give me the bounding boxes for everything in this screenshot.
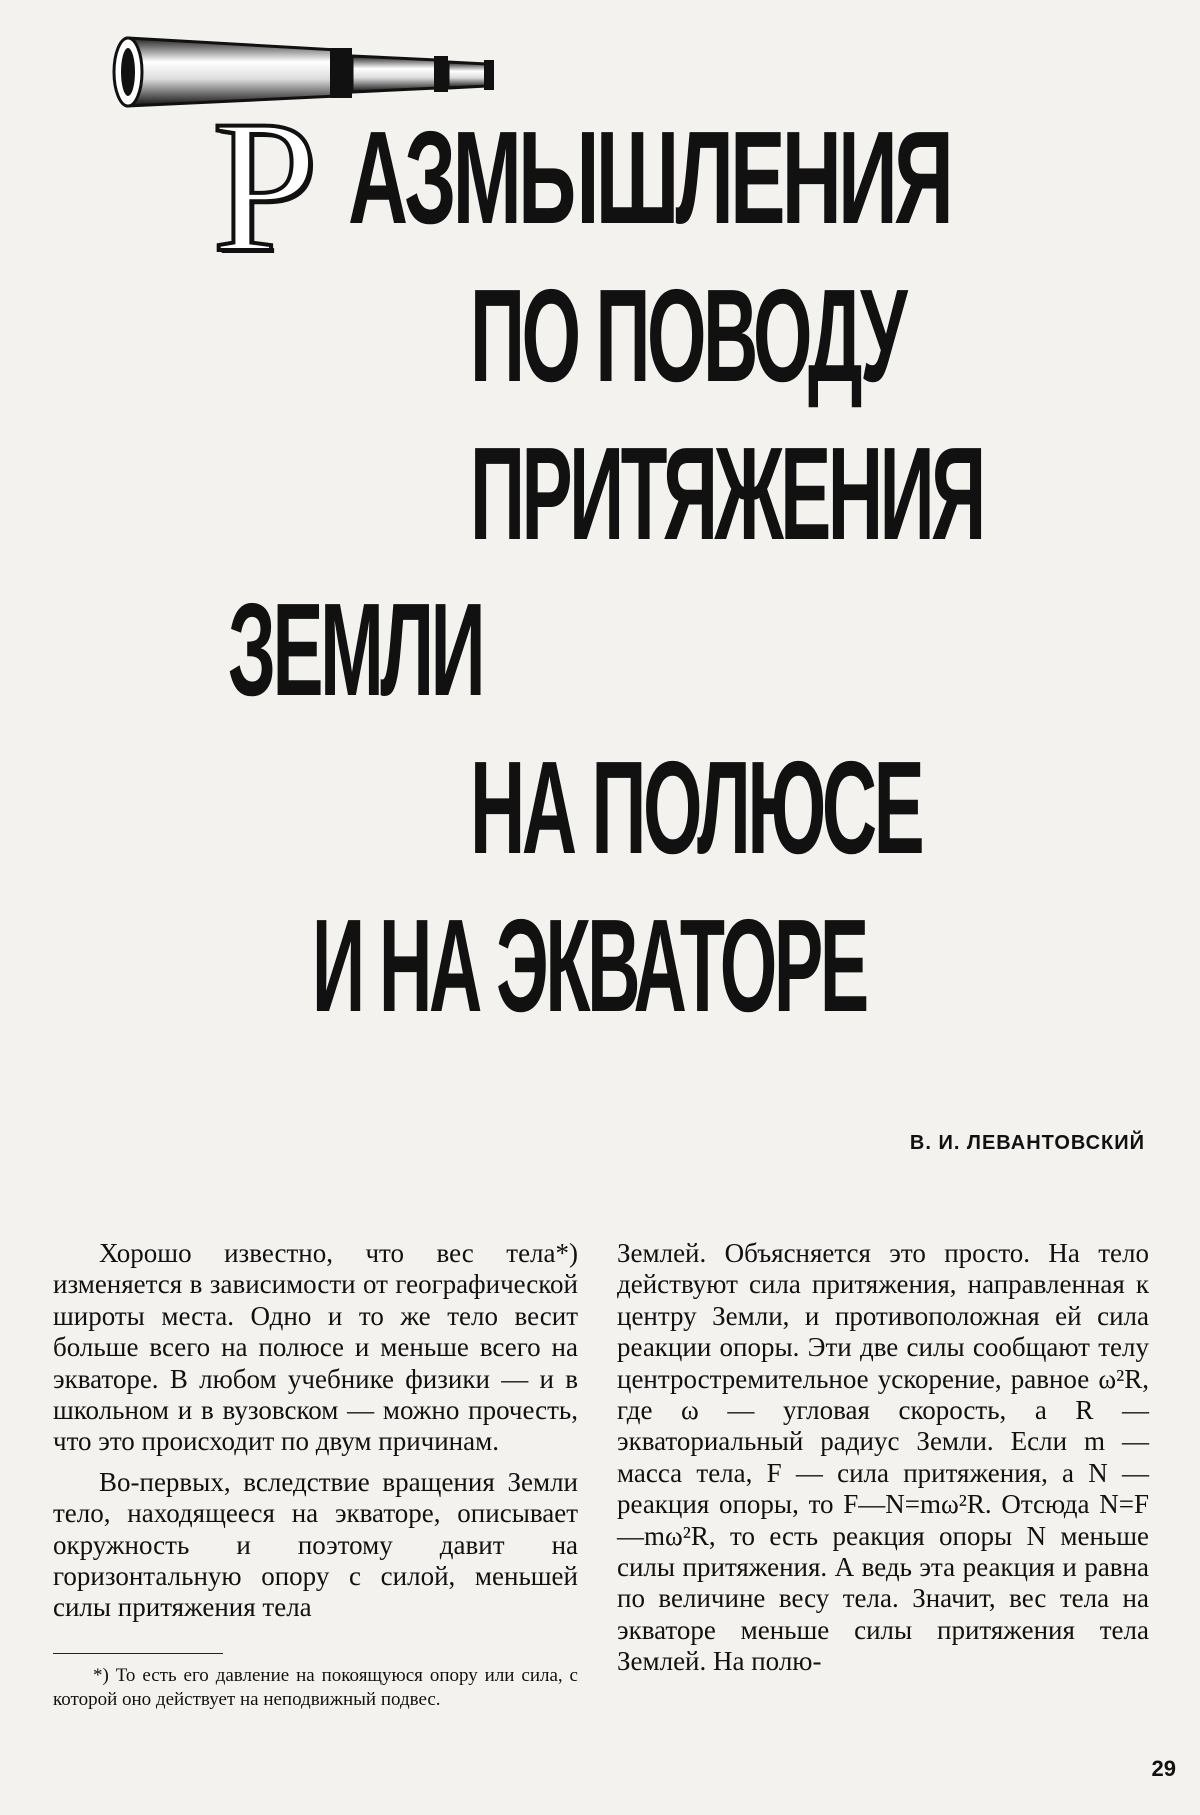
author-byline: В. И. ЛЕВАНТОВСКИЙ: [909, 1132, 1145, 1154]
footnote: *) То есть его давление на покоящуюся опору или сила, с которой оно действует на неподвижный подвес.: [53, 1665, 578, 1710]
title-line-5: НА ПОЛЮСЕ: [470, 734, 922, 881]
text-column-right: [617, 1238, 1149, 1678]
paragraph: Во-первых, вследствие вращения Земли тело, находящееся на экваторе, описывает окружность и поэтому давит на горизонтальную опору с силой, меньшей силы притяжения тела: [53, 1466, 578, 1623]
paragraph: Землей. Объясняется это просто. На тело действуют сила притяжения, направленная к центру Земли, и противоположная ей сила реакции опоры. Эти две силы сообщают телу центростремительное ускорение, равное ω²R, где ω — угловая скорость, а R —экваториальный радиус Земли. Если m — масса тела, F — сила притяжения, а N — реакция опоры, то F—N=mω²R. Отсюда N=F—mω²R, то есть реакция опоры N меньше силы притяжения. А ведь эта реакция и равна по величине весу тела. Значит, вес тела на экваторе меньше силы притяжения тела Землей. На полю-: [617, 1238, 1149, 1677]
title-line-2: ПО ПОВОДУ: [470, 262, 905, 409]
page-number: 29: [1151, 1756, 1176, 1781]
title-line-3: ПРИТЯЖЕНИЯ: [470, 420, 983, 567]
title-drop-cap: Р: [212, 82, 318, 292]
title-line-6: И НА ЭКВАТОРЕ: [312, 892, 866, 1039]
text-column-left: [53, 1238, 578, 1624]
title-line-4: ЗЕМЛИ: [228, 576, 483, 723]
title-line-1: АЗМЫШЛЕНИЯ: [348, 104, 951, 251]
paragraph: Хорошо известно, что вес тела*) изменяется в зависимости от географической широты места. Одно и то же тело весит больше всего на полюсе и меньше всего на экваторе. В любом учебнике физики — и в школьном и в вузовском — можно прочесть, что это происходит по двум причинам.: [53, 1238, 578, 1457]
footnote-divider: [53, 1653, 223, 1654]
